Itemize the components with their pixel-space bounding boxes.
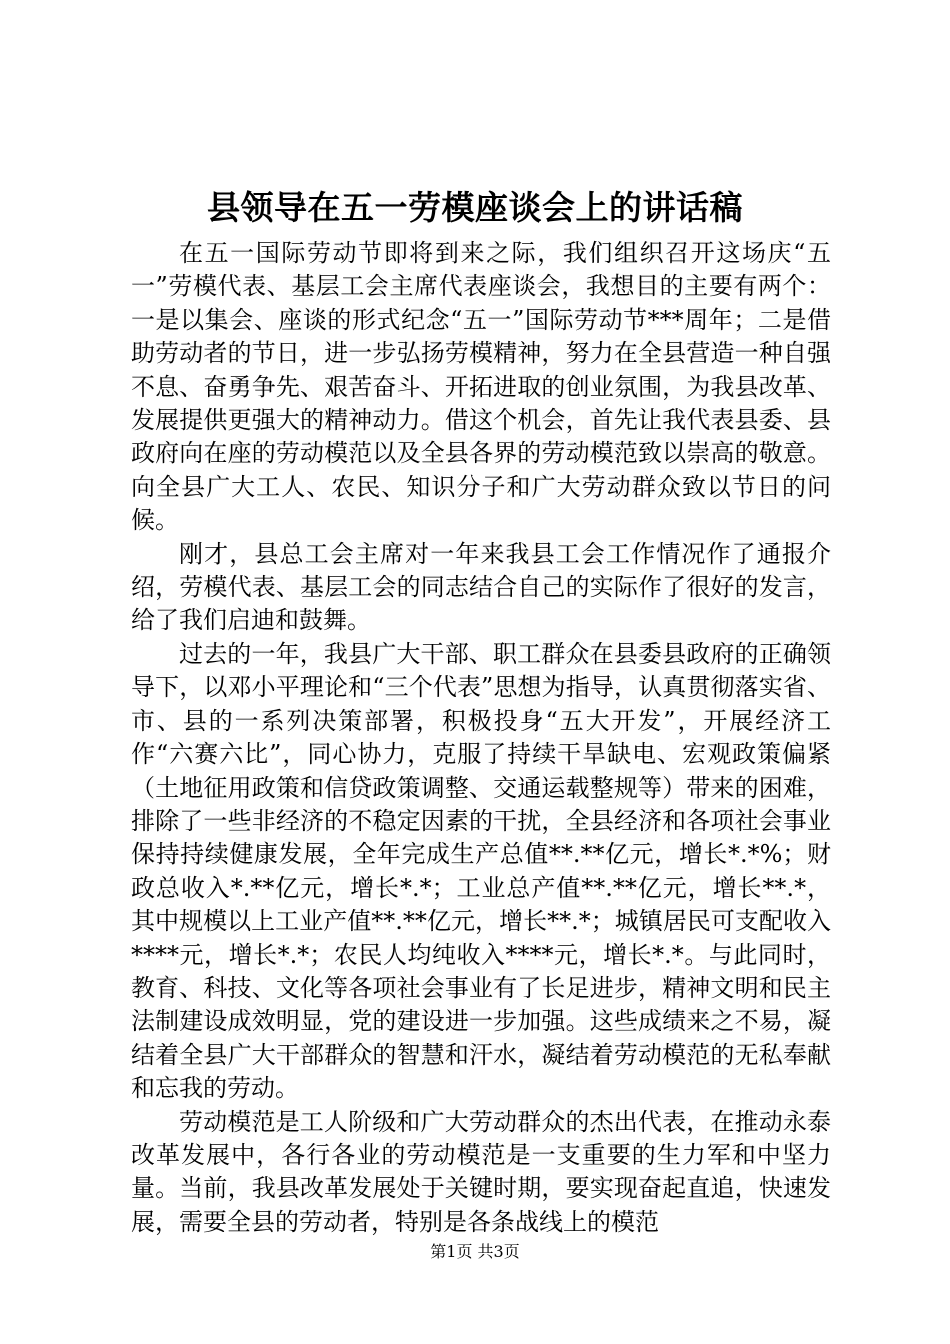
paragraph: 过去的一年，我县广大干部、职工群众在县委县政府的正确领导下，以邓小平理论和“三个代表”思想为指导，认真贯彻落实省、市、县的一系列决策部署，积极投身“五大开发”，开展经济工作“六赛六比”，同心协力，克服了持续干旱缺电、宏观政策偏紧（土地征用政策和信贷政策调整、交通运载整规等）带来的困难，排除了一些非经济的不稳定因素的干扰，全县经济和各项社会事业保持持续健康发展，全年完成生产总值**.**亿元，增长*.*%；财政总收入*.**亿元，增长*.*；工业总产值**.**亿元，增长**.*，其中规模以上工业产值**.**亿元，增长**.*；城镇居民可支配收入****元，增长*.*；农民人均纯收入****元，增长*.*。与此同时，教育、科技、文化等各项社会事业有了长足进步，精神文明和民主法制建设成效明显，党的建设进一步加强。这些成绩来之不易，凝结着全县广大干部群众的智慧和汗水，凝结着劳动模范的无私奉献和忘我的劳动。 — [131, 639, 831, 1103]
paragraph: 在五一国际劳动节即将到来之际，我们组织召开这场庆“五一”劳模代表、基层工会主席代表座谈会，我想目的主要有两个：一是以集会、座谈的形式纪念“五一”国际劳动节***周年；二是借助劳动者的节日，进一步弘扬劳模精神，努力在全县营造一种自强不息、奋勇争先、艰苦奋斗、开拓进取的创业氛围，为我县改革、发展提供更强大的精神动力。借这个机会，首先让我代表县委、县政府向在座的劳动模范以及全县各界的劳动模范致以崇高的敬意。向全县广大工人、农民、知识分子和广大劳动群众致以节日的问候。 — [131, 239, 831, 535]
paragraph: 刚才，县总工会主席对一年来我县工会工作情况作了通报介绍，劳模代表、基层工会的同志结合自己的实际作了很好的发言，给了我们启迪和鼓舞。 — [131, 539, 831, 635]
document-body — [131, 237, 831, 1239]
document-title: 县领导在五一劳模座谈会上的讲话稿 — [207, 188, 743, 227]
paragraph: 劳动模范是工人阶级和广大劳动群众的杰出代表，在推动永泰改革发展中，各行各业的劳动模范是一支重要的生力军和中坚力量。当前，我县改革发展处于关键时期，要实现奋起直追，快速发展，需要全县的劳动者，特别是各条战线上的模范 — [131, 1107, 831, 1236]
page-footer: 第1页 共3页 — [430, 1242, 520, 1261]
